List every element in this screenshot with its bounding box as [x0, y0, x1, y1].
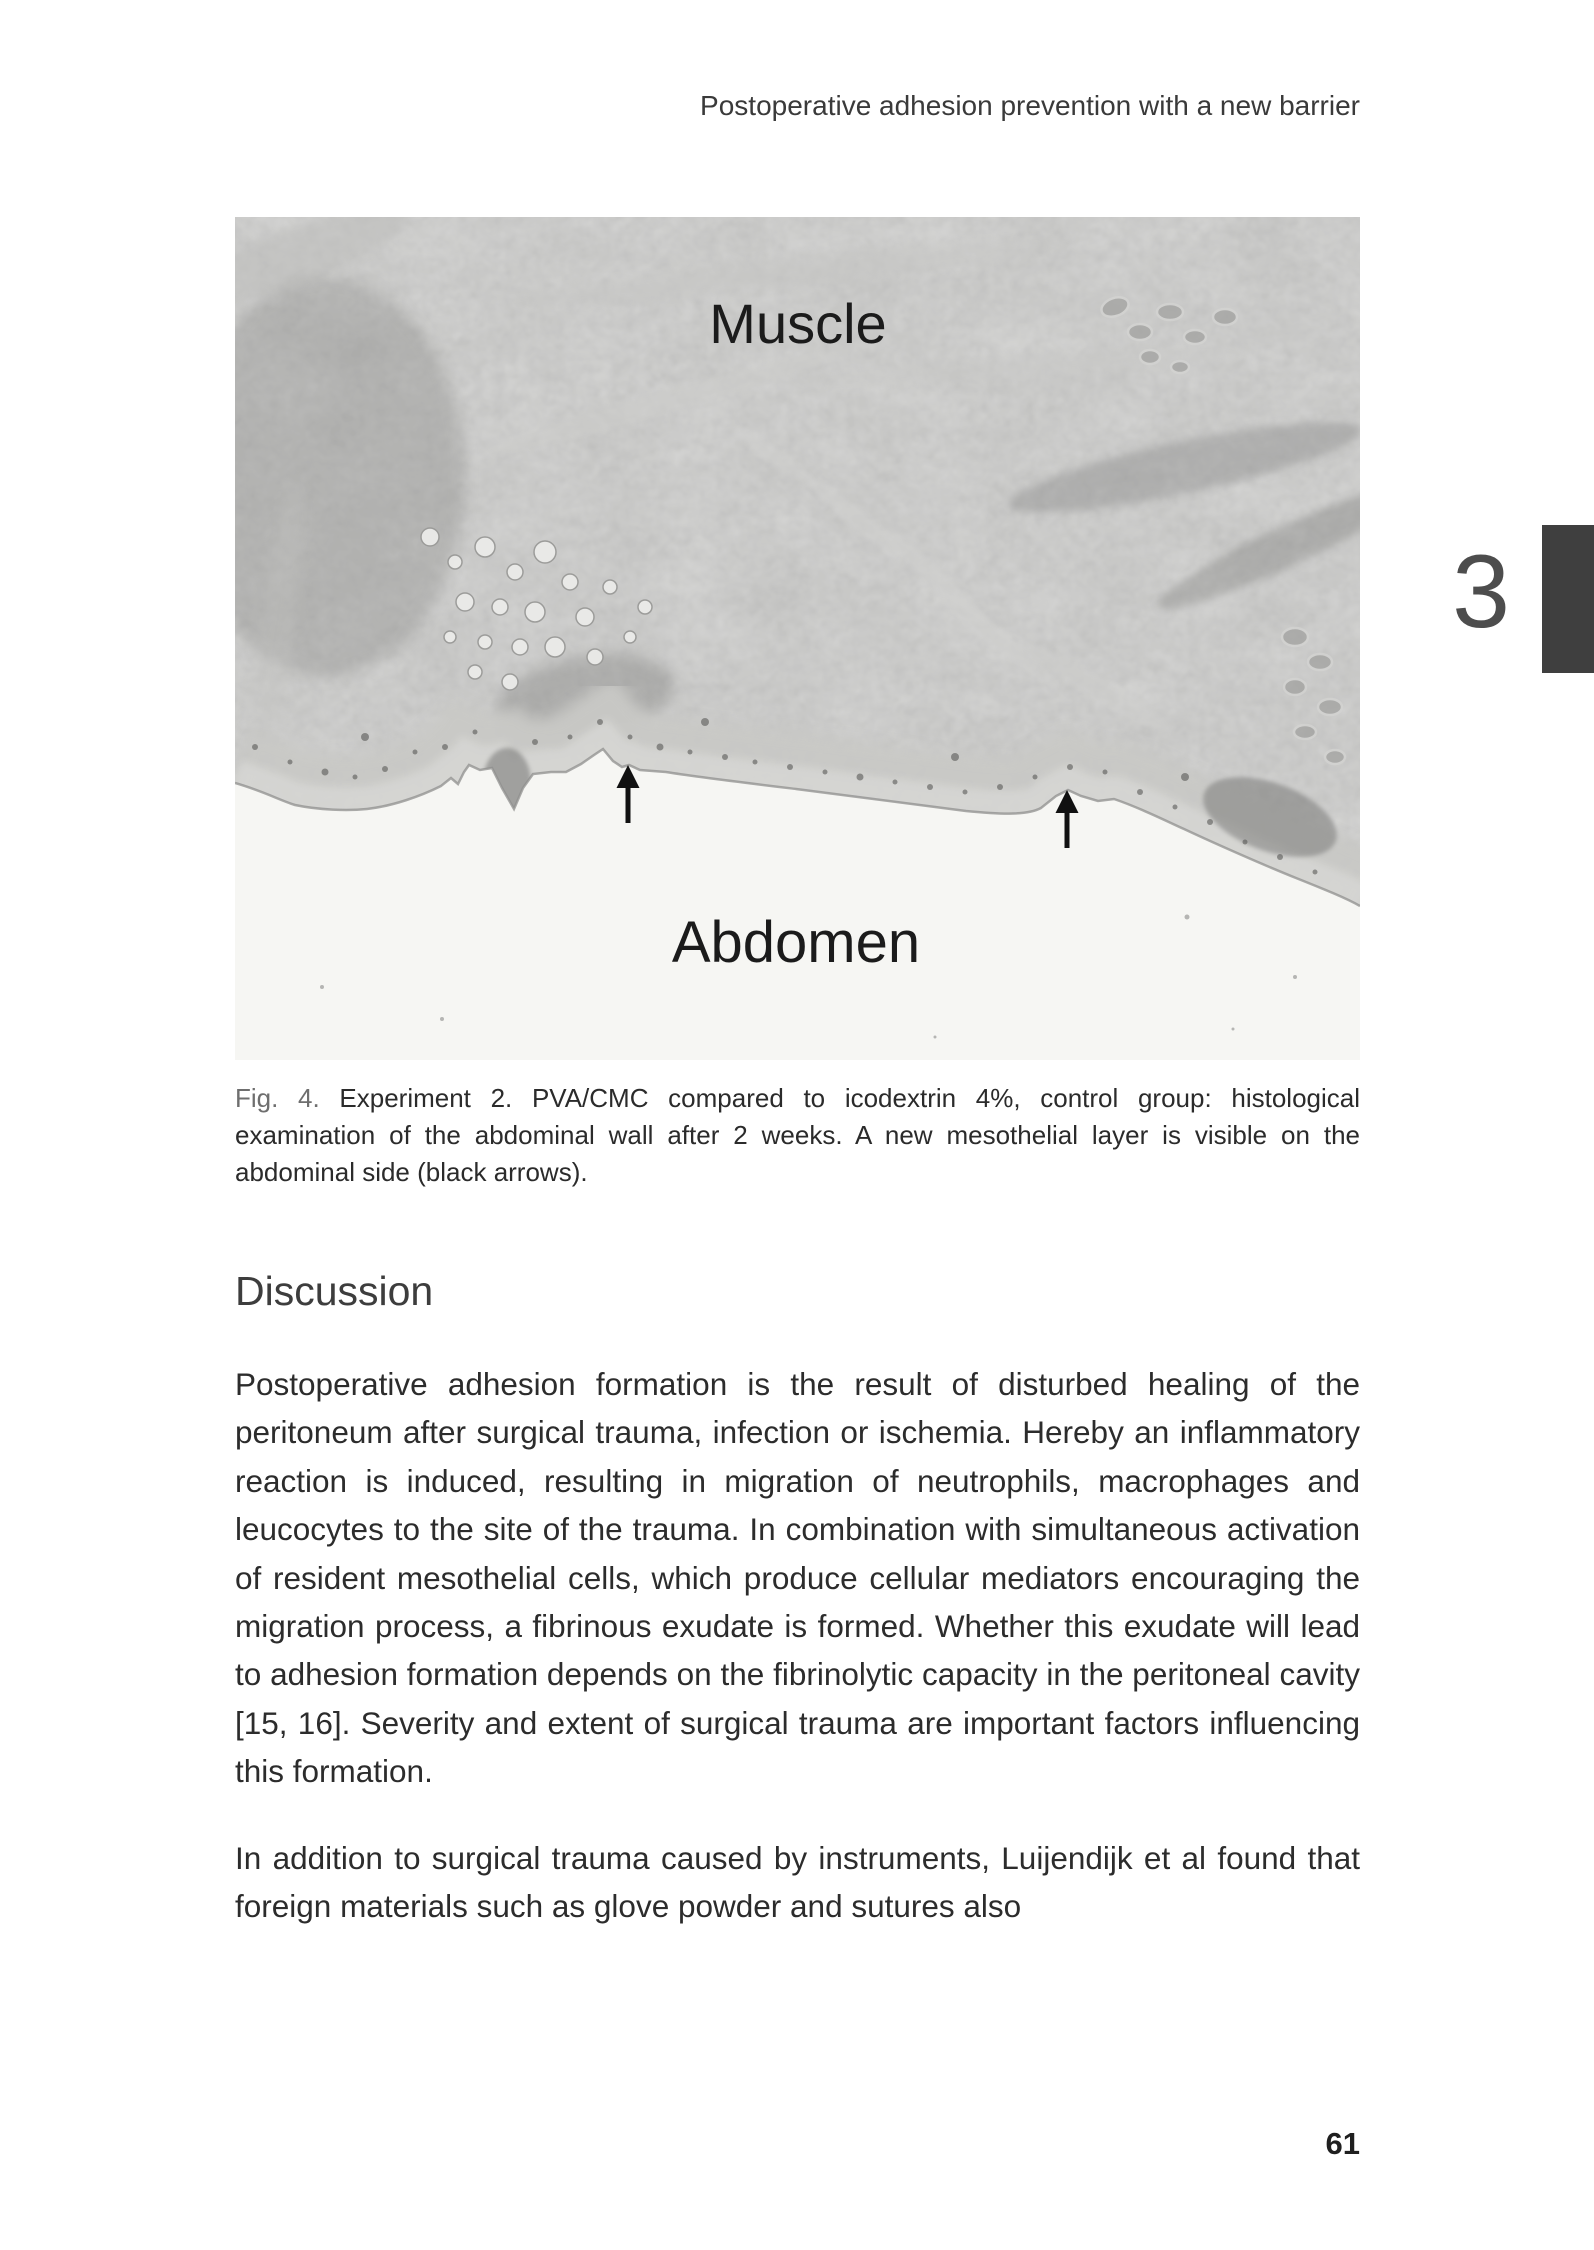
chapter-thumb-tab [1542, 525, 1594, 673]
running-header: Postoperative adhesion prevention with a new barrier [700, 90, 1360, 121]
discussion-paragraph-1: Postoperative adhesion formation is the result of disturbed healing of the peritoneum after surgical trauma, infection or ischemia. Hereby an inflammatory reaction is induced, resulting in migration of neutrophils, macrophages and leucocytes to the site of the trauma. In combination with simultaneous activation of resident mesothelial cells, which produce cellular mediators encouraging the migration process, a fibrinous exudate is formed. Whether this exudate will lead to adhesion formation depends on the fibrinolytic capacity in the peritoneal cavity [15, 16]. Severity and extent of surgical trauma are important factors influencing this formation. [235, 1366, 1360, 1790]
abdomen-label: Abdomen [671, 910, 921, 975]
discussion-heading: Discussion [235, 1268, 434, 1314]
histology-micrograph [235, 217, 1360, 1060]
discussion-body [235, 1360, 1360, 1930]
page-number: 61 [1325, 2126, 1360, 2161]
figure-4-histology-image [235, 217, 1360, 1060]
chapter-number: 3 [1452, 534, 1510, 650]
figure-caption-text: Experiment 2. PVA/CMC compared to icodextrin 4%, control group: histological examination of the abdominal wall after 2 weeks. A new mesothelial layer is visible on the abdominal side (black arrows). [235, 1083, 1360, 1187]
discussion-paragraph-2: In addition to surgical trauma caused by instruments, Luijendijk et al found that foreign materials such as glove powder and sutures also [235, 1839, 1360, 1925]
muscle-label: Muscle [709, 292, 887, 355]
figure-caption [235, 1080, 1360, 1191]
figure-caption-number: Fig. 4. [235, 1083, 320, 1113]
